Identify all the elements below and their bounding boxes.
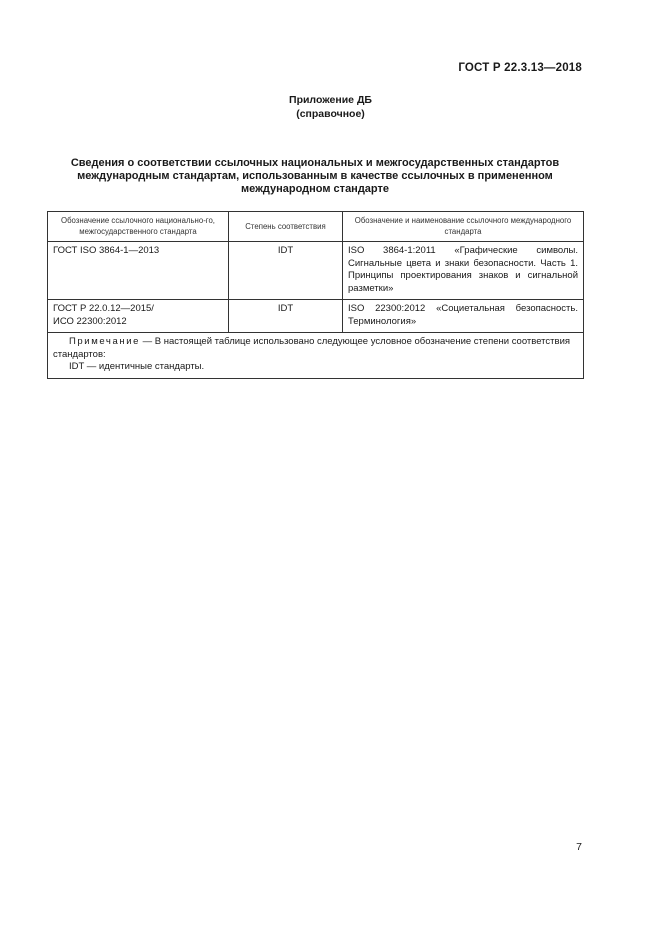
note-body xyxy=(53,336,578,361)
national-standard-line: ГОСТ Р 22.0.12—2015/ xyxy=(53,303,154,314)
degree-cell: IDT xyxy=(229,242,343,300)
column-header-international-standard: Обозначение и наименование ссылочного международного стандарта xyxy=(343,212,584,242)
appendix-subtitle: (справочное) xyxy=(296,108,365,120)
table-header-row xyxy=(48,212,584,242)
section-title-line: Сведения о соответствии ссылочных национальных и межгосударственных стандартов xyxy=(70,157,560,169)
national-standard-line: ИСО 22300:2012 xyxy=(53,315,127,327)
table-row xyxy=(48,242,584,300)
national-standard-cell xyxy=(48,300,229,333)
section-title-line: международным стандартам, использованным в качестве ссылочных в примененном xyxy=(77,170,553,182)
note-item: IDT — идентичные стандарты. xyxy=(69,361,205,372)
table-row xyxy=(48,300,584,333)
international-standard-cell: ISO 3864-1:2011 «Графические символы. Сигнальные цвета и знаки безопасности. Часть 1. Принципы проектирования знаков и сигнальной разметки» xyxy=(343,242,584,300)
column-header-degree: Степень соответствия xyxy=(229,212,343,242)
page-number: 7 xyxy=(576,841,582,853)
document-code: ГОСТ Р 22.3.13—2018 xyxy=(458,62,582,74)
degree-cell: IDT xyxy=(229,300,343,333)
appendix-title: Приложение ДБ xyxy=(289,94,372,106)
note-text: — В настоящей таблице использовано следующее условное обозначение степени соответствия стандартов: xyxy=(53,336,571,360)
national-standard-line: ГОСТ ISO 3864-1—2013 xyxy=(53,245,160,256)
standards-correspondence-table xyxy=(47,211,584,379)
section-title xyxy=(47,157,583,196)
table-note xyxy=(48,333,584,379)
appendix-heading xyxy=(0,93,661,121)
note-label: Примечание xyxy=(69,336,140,347)
column-header-national-standard: Обозначение ссылочного национально-го, межгосударственного стандарта xyxy=(48,212,229,242)
section-title-line: международном стандарте xyxy=(240,183,390,195)
national-standard-cell xyxy=(48,242,229,300)
international-standard-cell: ISO 22300:2012 «Социетальная безопасность. Терминология» xyxy=(343,300,584,333)
table-note-row xyxy=(48,333,584,379)
